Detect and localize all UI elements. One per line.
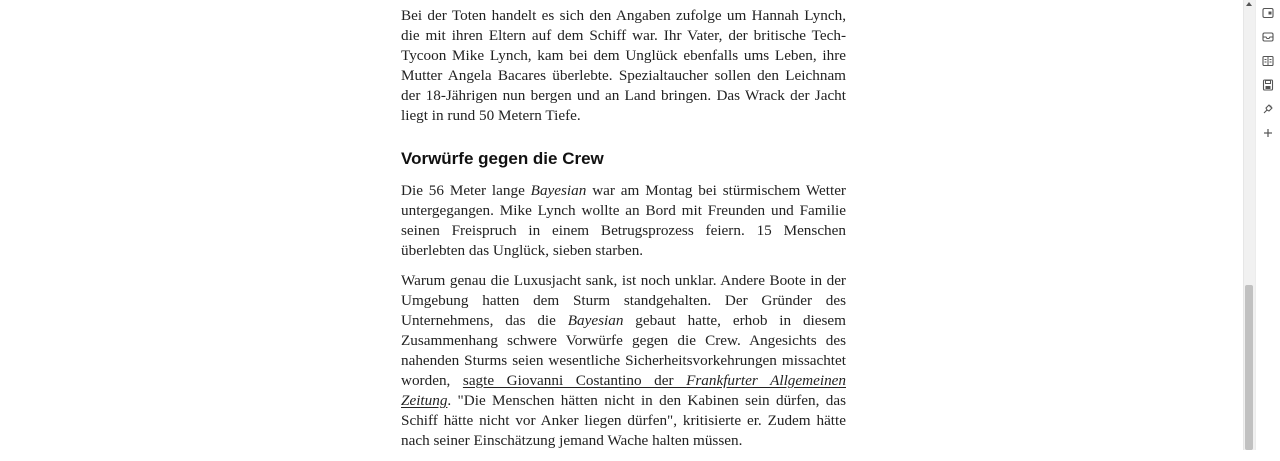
paragraph-2-text-b: war am Montag bei stürmischem Wetter untergegangen. Mike Lynch wollte an Bord mit Freunden und Familie seinen Freispruch in einem Betrugsprozess feiern. 15 Menschen überlebten das Unglück, sieben starben. — [401, 182, 846, 259]
article-body — [401, 6, 846, 461]
newspaper-name[interactable]: Frankfurter Allgemeinen Zeitung — [401, 372, 846, 409]
ship-name: Bayesian — [530, 182, 587, 199]
tab-icon[interactable] — [1261, 6, 1275, 20]
inbox-icon[interactable] — [1261, 30, 1275, 44]
paragraph-3-text-a: Warum genau die Luxusjacht sank, ist noch unklar. Andere Boote in der Umgebung hatten dem Sturm standgehalten. Der Gründer des Unternehmens, das die — [401, 272, 846, 329]
paragraph-2-text-a: Die 56 Meter lange — [401, 182, 531, 199]
paragraph-2 — [401, 181, 846, 261]
extension-icon[interactable] — [1261, 102, 1275, 116]
source-link-text[interactable]: sagte Giovanni Costantino der — [462, 372, 687, 389]
save-icon[interactable] — [1261, 78, 1275, 92]
scroll-up-arrow-icon[interactable] — [1246, 2, 1252, 6]
reading-list-icon[interactable] — [1261, 54, 1275, 68]
scrollbar-thumb[interactable] — [1245, 285, 1253, 450]
browser-sidebar — [1255, 0, 1280, 450]
ship-name: Bayesian — [567, 312, 624, 329]
paragraph-3 — [401, 271, 846, 451]
paragraph-3-text-b: gebaut hatte, erhob in diesem Zusammenhang schwere Vorwürfe gegen die Crew. Angesichts des nahenden Sturms seien wesentliche Sicherheitsvorkehrungen missachtet worden, — [401, 312, 846, 389]
paragraph-1: Bei der Toten handelt es sich den Angaben zufolge um Hannah Lynch, die mit ihren Eltern auf dem Schiff war. Ihr Vater, der britische Tech-Tycoon Mike Lynch, kam bei dem Unglück ebenfalls ums Leben, ihre Mutter Angela Bacares überlebte. Spezialtaucher sollen den Leichnam der 18-Jährigen nun bergen und an Land bringen. Das Wrack der Jacht liegt in rund 50 Metern Tiefe. — [401, 7, 846, 124]
vertical-scrollbar[interactable] — [1243, 0, 1255, 450]
section-heading: Vorwürfe gegen die Crew — [401, 149, 604, 168]
add-icon[interactable] — [1261, 126, 1275, 140]
paragraph-3-text-c: . "Die Menschen hätten nicht in den Kabinen sein dürfen, das Schiff hätte nicht vor Anker liegen dürfen", kritisierte er. Zudem hätte nach seiner Einschätzung jemand Wache halten müssen. — [401, 392, 846, 449]
